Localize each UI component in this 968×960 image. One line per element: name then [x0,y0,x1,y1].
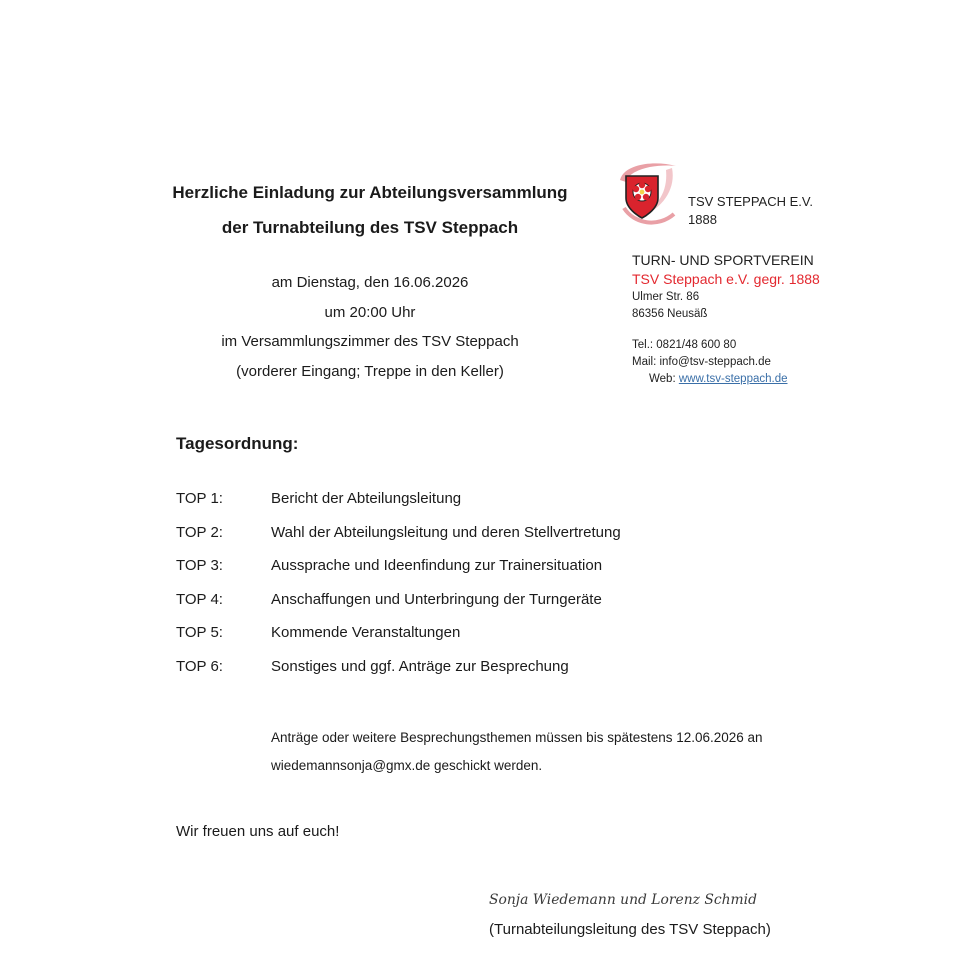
agenda-item-number: TOP 2: [176,523,223,541]
club-mail: Mail: info@tsv-steppach.de [632,356,771,368]
club-street: Ulmer Str. 86 [632,291,700,303]
agenda-item-text: Anschaffungen und Unterbringung der Turngeräte [271,590,602,608]
club-address [632,251,820,388]
club-logo-text [688,193,813,229]
agenda-item-text: Wahl der Abteilungsleitung und deren Stellvertretung [271,523,621,541]
agenda-item-number: TOP 1: [176,490,223,507]
club-logo-icon [614,158,678,230]
club-logo-name: TSV STEPPACH E.V. [688,194,813,209]
svg-text:Sonja Wiedemann und Lorenz Sch: Sonja Wiedemann und Lorenz Schmid [489,892,758,908]
agenda-item [176,591,796,625]
meeting-entrance: (vorderer Eingang; Treppe in den Keller) [236,363,504,380]
agenda-item-number: TOP 4: [176,590,223,608]
meeting-date: am Dienstag, den 16.06.2026 [271,274,469,291]
club-phone: Tel.: 0821/48 600 80 [632,339,737,351]
submission-note [271,724,763,780]
club-type: TURN- UND SPORTVEREIN [632,252,814,268]
agenda-item-number: TOP 6: [176,657,223,675]
club-web [632,371,820,388]
agenda-item [176,624,796,658]
club-full-name: TSV Steppach e.V. gegr. 1888 [632,271,820,287]
club-city: 86356 Neusäß [632,308,708,320]
agenda-item-number: TOP 5: [176,624,223,642]
agenda-item [176,557,796,591]
signature-role: (Turnabteilungsleitung des TSV Steppach) [489,921,771,938]
closing-text: Wir freuen uns auf euch! [176,823,340,840]
meeting-time: um 20:00 Uhr [324,304,416,321]
club-web-label: Web: [649,373,679,385]
agenda-title: Tagesordnung: [176,434,299,453]
invitation-title-line1: Herzliche Einladung zur Abteilungsversammlung [172,183,568,202]
agenda-item-text: Bericht der Abteilungsleitung [271,490,462,507]
club-web-link[interactable]: www.tsv-steppach.de [678,373,788,385]
agenda-item [176,524,796,558]
agenda-item-text: Aussprache und Ideenfindung zur Trainersituation [271,557,603,575]
handwritten-signature [489,886,769,912]
agenda-item-text: Kommende Veranstaltungen [271,624,461,642]
agenda-item-text: Sonstiges und ggf. Anträge zur Besprechung [271,657,569,675]
agenda-item [176,490,796,524]
agenda-list [176,490,796,692]
submission-note-line2: wiedemannsonja@gmx.de geschickt werden. [271,758,543,773]
agenda-item [176,658,796,692]
club-logo-year: 1888 [688,212,717,227]
agenda-item-number: TOP 3: [176,557,223,575]
submission-note-line1: Anträge oder weitere Besprechungsthemen müssen bis spätestens 12.06.2026 an [271,730,763,745]
meeting-place: im Versammlungszimmer des TSV Steppach [221,333,519,350]
invitation-title-line2: der Turnabteilung des TSV Steppach [221,218,519,237]
